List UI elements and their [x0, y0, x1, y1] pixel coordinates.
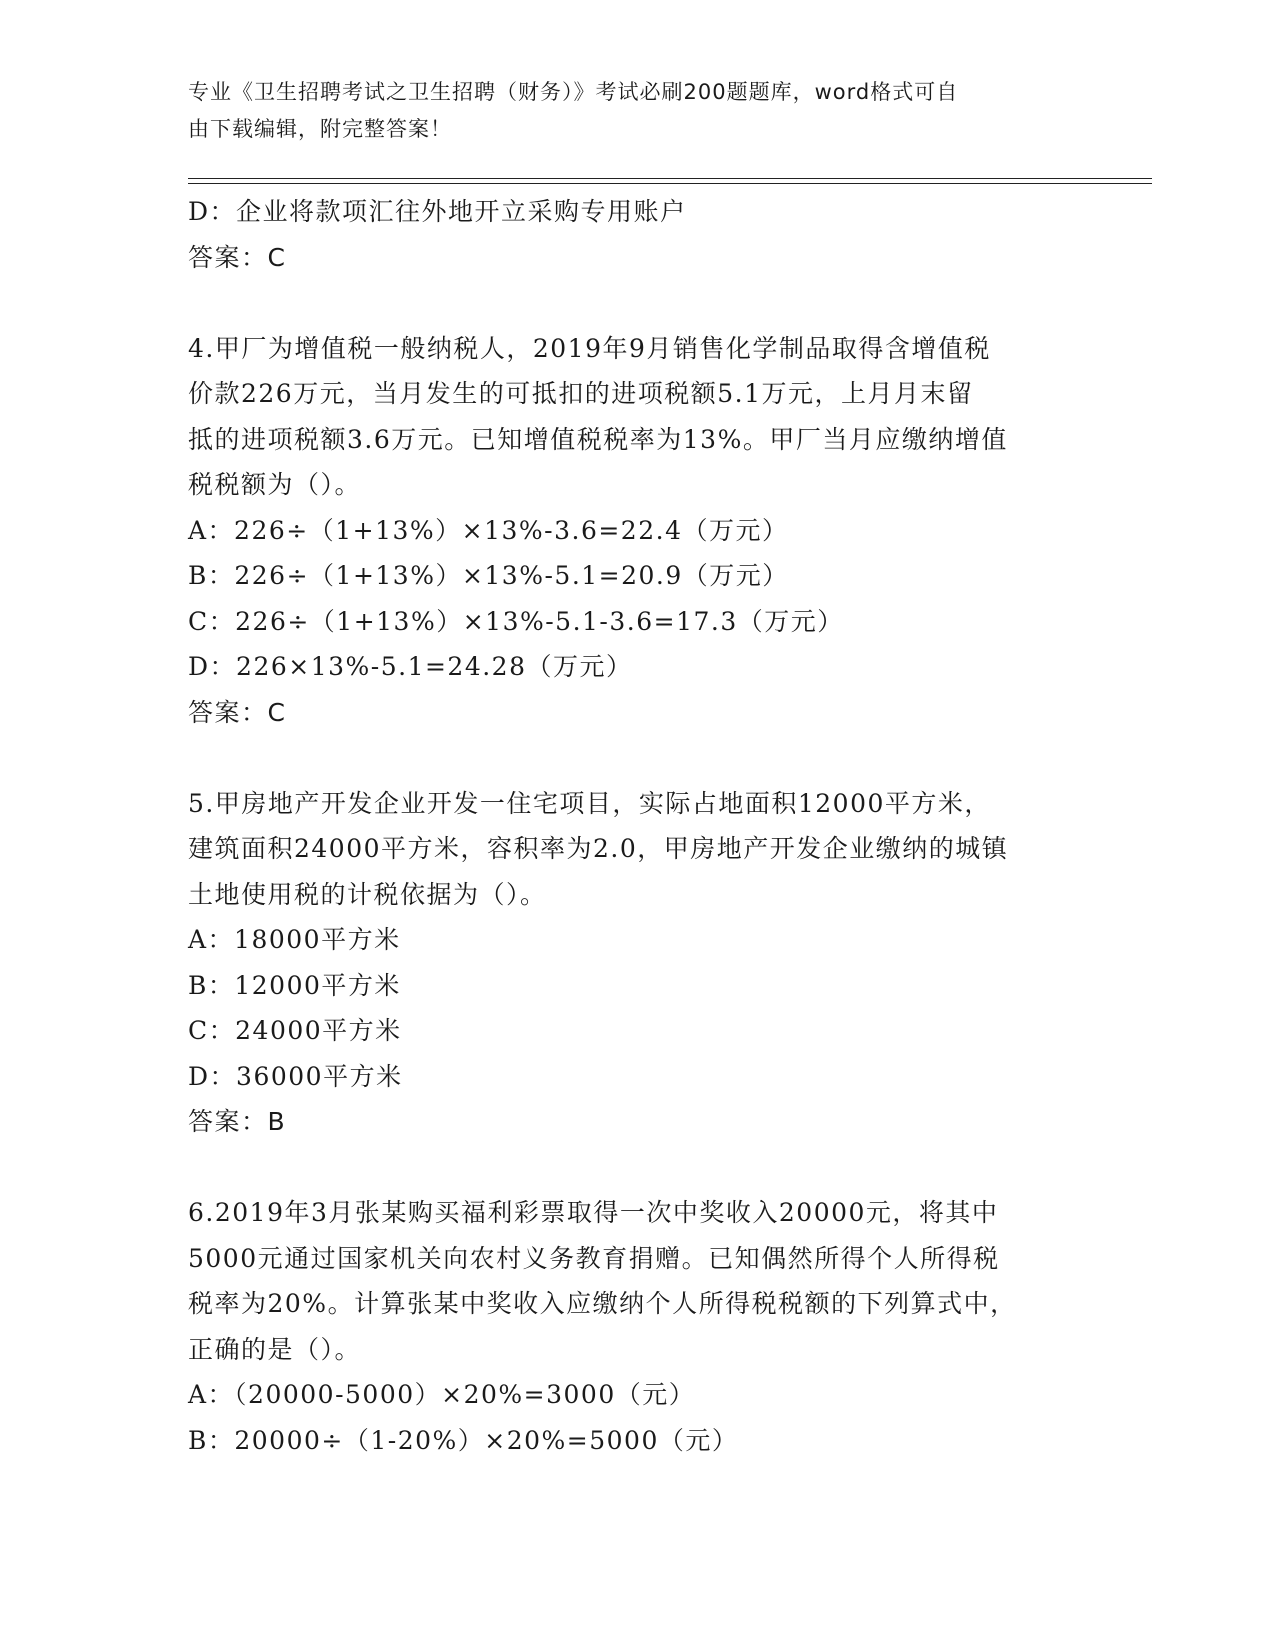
q6-stem-line: 5000元通过国家机关向农村义务教育捐赠。已知偶然所得个人所得税 [188, 1243, 1000, 1273]
spacer [188, 1145, 1088, 1191]
q5-answer: 答案：B [188, 1107, 287, 1136]
q3-option-d: D：企业将款项汇往外地开立采购专用账户 [188, 197, 687, 226]
q5-option-b: B：12000平方米 [188, 970, 401, 1000]
q4-option-b: B：226÷（1+13%）×13%-5.1=20.9（万元） [188, 561, 789, 590]
document-body [188, 189, 1088, 1463]
header-rule-bottom [188, 183, 1152, 184]
header-rule-top [188, 178, 1152, 179]
q5-stem-line: 土地使用税的计税依据为（）。 [188, 879, 547, 909]
q4-option-d: D：226×13%-5.1=24.28（万元） [188, 652, 633, 681]
q6-option-b: B：20000÷（1-20%）×20%=5000（元） [188, 1425, 739, 1455]
q5-option-d: D：36000平方米 [188, 1061, 403, 1091]
q3-answer: 答案：C [188, 242, 287, 272]
header-line-1: 专业《卫生招聘考试之卫生招聘（财务）》考试必刷200题题库，word格式可自 [188, 80, 959, 104]
q4-option-c: C：226÷（1+13%）×13%-5.1-3.6=17.3（万元） [188, 606, 844, 636]
document-header [188, 74, 1068, 148]
q4-stem-line: 价款226万元，当月发生的可抵扣的进项税额5.1万元，上月月末留 [188, 379, 974, 408]
q5-stem-line: 5.甲房地产开发企业开发一住宅项目，实际占地面积12000平方米， [188, 788, 991, 818]
question-6 [188, 1190, 1088, 1463]
question-5 [188, 781, 1088, 1145]
q5-option-a: A：18000平方米 [188, 925, 401, 954]
q4-stem-line: 税税额为（）。 [188, 470, 362, 499]
header-line-2: 由下载编辑，附完整答案！ [188, 117, 452, 141]
q6-stem-line: 正确的是（）。 [188, 1334, 362, 1364]
q5-stem-line: 建筑面积24000平方米，容积率为2.0，甲房地产开发企业缴纳的城镇 [188, 834, 1009, 863]
question-3-tail [188, 189, 1088, 280]
q6-stem-line: 税率为20%。计算张某中奖收入应缴纳个人所得税税额的下列算式中， [188, 1289, 1017, 1318]
spacer [188, 735, 1088, 781]
q4-answer: 答案：C [188, 697, 287, 727]
question-4 [188, 326, 1088, 736]
q4-stem-line: 4.甲厂为增值税一般纳税人，2019年9月销售化学制品取得含增值税 [188, 333, 991, 363]
q6-stem-line: 6.2019年3月张某购买福利彩票取得一次中奖收入20000元，将其中 [188, 1198, 999, 1227]
q4-option-a: A：226÷（1+13%）×13%-3.6=22.4（万元） [188, 515, 789, 545]
q6-option-a: A：（20000-5000）×20%=3000（元） [188, 1380, 696, 1409]
q5-option-c: C：24000平方米 [188, 1016, 402, 1045]
spacer [188, 280, 1088, 326]
q4-stem-line: 抵的进项税额3.6万元。已知增值税税率为13%。甲厂当月应缴纳增值 [188, 424, 1008, 454]
